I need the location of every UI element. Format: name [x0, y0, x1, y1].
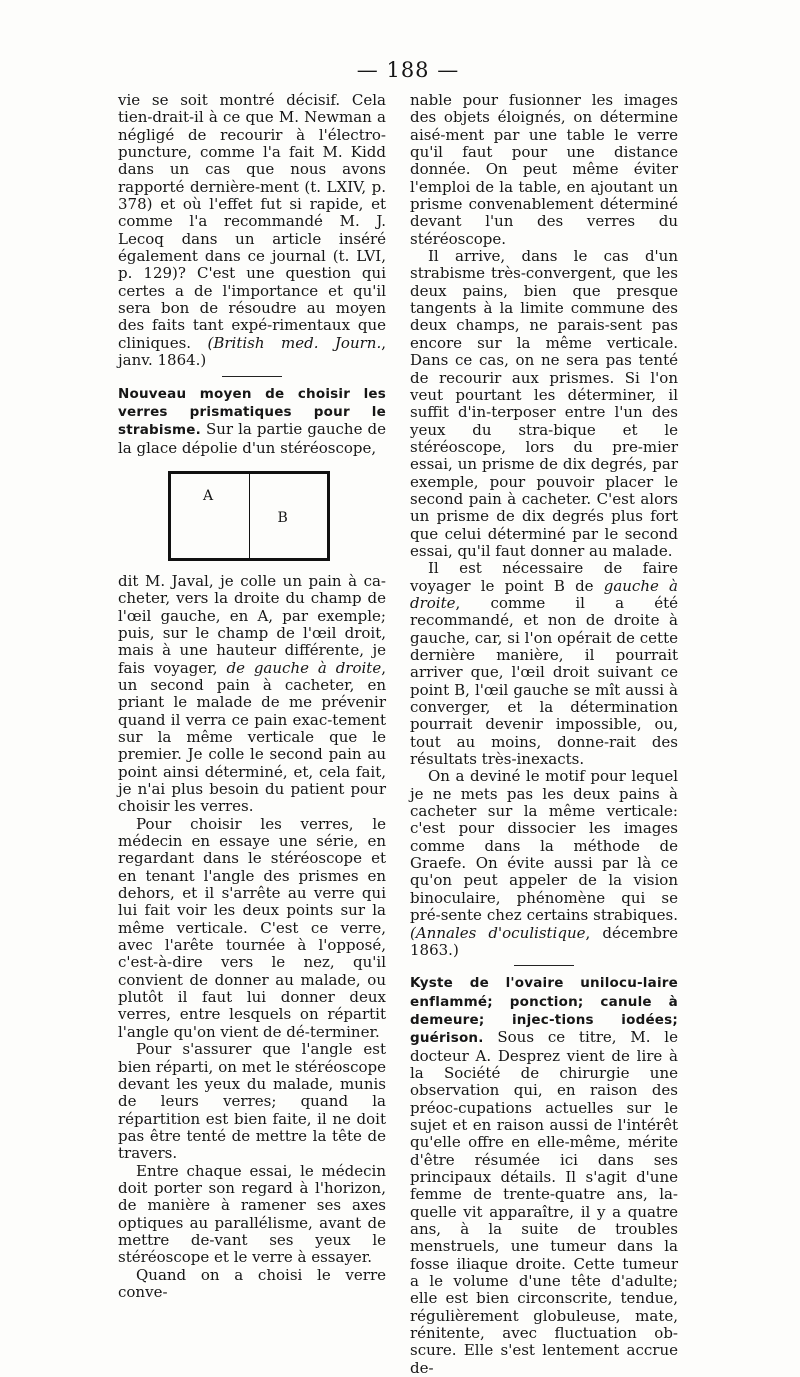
paragraph-text: On a deviné le motif pour lequel je ne mets pas les deux pains à cacheter sur la même verticale: c'est pour dissocier les images comme dans la méthode de Graefe. On évite aussi par là ce qu'on peut appeler de la vision binoculaire, phénomène qui se pré-sente chez certains strabiques.	[410, 767, 678, 925]
citation-tail: , décembre 1863.)	[410, 923, 678, 959]
paragraph: Entre chaque essai, le médecin doit porter son regard à l'horizon, de manière à ramener ses axes optiques au parallélisme, avant de mettre de-vant ses yeux le stéréoscope et le verre à essayer.	[118, 1161, 386, 1267]
paragraph	[118, 385, 386, 457]
paragraph: Il arrive, dans le cas d'un strabisme très-convergent, que les deux pains, bien que presque tangents à la limite commune des deux champs, ne parais-sent pas encore sur la même verticale. Dans ce cas, on ne sera pas tenté de recourir aux prismes. Si l'on veut pourtant les déterminer, il suffit d'in-terposer entre l'un des yeux du stra-bique et le stéréoscope, lors du pre-mier essai, un prisme de dix degrés, par exemple, pour pouvoir placer le second pain à cacheter. C'est alors un prisme de dix degrés plus fort que celui déterminé par le second essai, qu'il faut donner au malade.	[410, 247, 678, 560]
figure-label-a: A	[203, 487, 214, 504]
paragraph: nable pour fusionner les images des objets éloignés, on détermine aisé-ment par une table le verre qu'il faut pour une distance donnée. On peut même éviter l'emploi de la table, en ajoutant un prisme convenablement déterminé devant l'un des verres du stéréoscope.	[410, 91, 678, 248]
paragraph-text: , un second pain à cacheter, en priant le malade de me prévenir quand il verra ce pain exac-tement sur la même verticale que le premier. Je colle le second pain au point ainsi déterminé, et, cela fait, je n'ai plus besoin du patient pour choisir les verres.	[118, 658, 386, 816]
right-column	[410, 92, 678, 1377]
left-column	[118, 92, 386, 1301]
citation: (British med. Journ.	[207, 333, 382, 352]
page-number: — 188 —	[356, 58, 460, 82]
paragraph-text: dit M. Javal, je colle un pain à ca-cheter, vers la droite du champ de l'œil gauche, en A, par exemple; puis, sur le champ de l'œil droit, mais à une hauteur différente, je fais voyager,	[118, 571, 386, 677]
article-headline: Kyste de l'ovaire unilocu-laire enflammé; ponction; canule à demeure; injec-tions iodées; guérison.	[410, 975, 678, 1047]
figure-right-field	[250, 474, 328, 558]
section-divider	[222, 376, 282, 377]
paragraph	[410, 974, 678, 1377]
figure-label-b: B	[277, 509, 288, 526]
paragraph: Quand on a choisi le verre conve-	[118, 1265, 386, 1301]
italic-text: gauche à droite	[410, 576, 678, 612]
section-divider	[514, 965, 574, 966]
paragraph-text: Sous ce titre, M. le docteur A. Desprez vient de lire à la Société de chirurgie une observation qui, en raison des préoc-cupations actuelles sur le sujet et en raison aussi de l'intérêt qu'elle offre en elle-même, mérite d'être résumée ici dans ses principaux détails. Il s'agit d'une femme de trente-quatre ans, la-quelle vit apparaître, il y a quatre ans, à la suite de troubles menstruels, une tumeur dans la fosse iliaque droite. Cette tumeur a le volume d'une tête d'adulte; elle est bien circonscrite, tendue, régulièrement globuleuse, mate, rénitente, avec fluctuation ob-scure. Elle s'est lentement accrue de-	[410, 1028, 678, 1377]
citation-tail: , janv. 1864.)	[118, 333, 386, 370]
figure-left-field	[171, 474, 250, 558]
paragraph-text: Il est nécessaire de faire voyager le point B de	[410, 559, 678, 595]
paragraph-text: , comme il a été recommandé, et non de droite à gauche, car, si l'on opérait de cette dernière manière, il pourrait arriver que, l'œil droit suivant ce point B, l'œil gauche se mît aussi à converger, et la détermination pourrait devenir impossible, ou, tout au moins, donne-rait des résultats très-inexacts.	[410, 593, 678, 769]
paragraph: Pour s'assurer que l'angle est bien réparti, on met le stéréoscope devant les yeux du malade, munis de leurs verres; quand la répartition est bien faite, il ne doit pas être tenté de mettre la tête de travers.	[118, 1040, 386, 1163]
italic-text: de gauche à droite	[226, 658, 382, 677]
paragraph	[118, 573, 386, 816]
paragraph-text: Sur la partie gauche de la glace dépolie d'un stéréoscope,	[118, 420, 386, 457]
paragraph: Pour choisir les verres, le médecin en essaye une série, en regardant dans le stéréoscope et en tenant l'angle des prismes en dehors, et il s'arrête au verre qui lui fait voir les deux points sur la même verticale. C'est ce verre, avec l'arête tournée à l'opposé, c'est-à-dire vers le nez, qu'il convient de donner au malade, ou plutôt il faut lui donner deux verres, entre lesquels on répartit l'angle qu'on vient de dé-terminer.	[118, 814, 386, 1041]
citation: (Annales d'oculistique	[410, 923, 586, 942]
paragraph-text: vie se soit montré décisif. Cela tien-drait-il à ce que M. Newman a négligé de recourir à l'électro-puncture, comme l'a fait M. Kidd dans un cas que nous avons rapporté dernière-ment (t. LXIV, p. 378) et où l'effet fut si rapide, et comme l'a recommandé M. J. Lecoq dans un article inséré également dans ce journal (t. LVI, p. 129)? C'est une question qui certes a de l'importance et qu'il sera bon de résoudre au moyen des faits tant expé-rimentaux que cliniques.	[118, 91, 386, 352]
paragraph	[118, 92, 386, 370]
stereoscope-figure	[168, 471, 330, 561]
paragraph	[410, 560, 678, 768]
article-headline: Nouveau moyen de choisir les verres prismatiques pour le strabisme.	[118, 385, 386, 439]
paragraph	[410, 768, 678, 959]
